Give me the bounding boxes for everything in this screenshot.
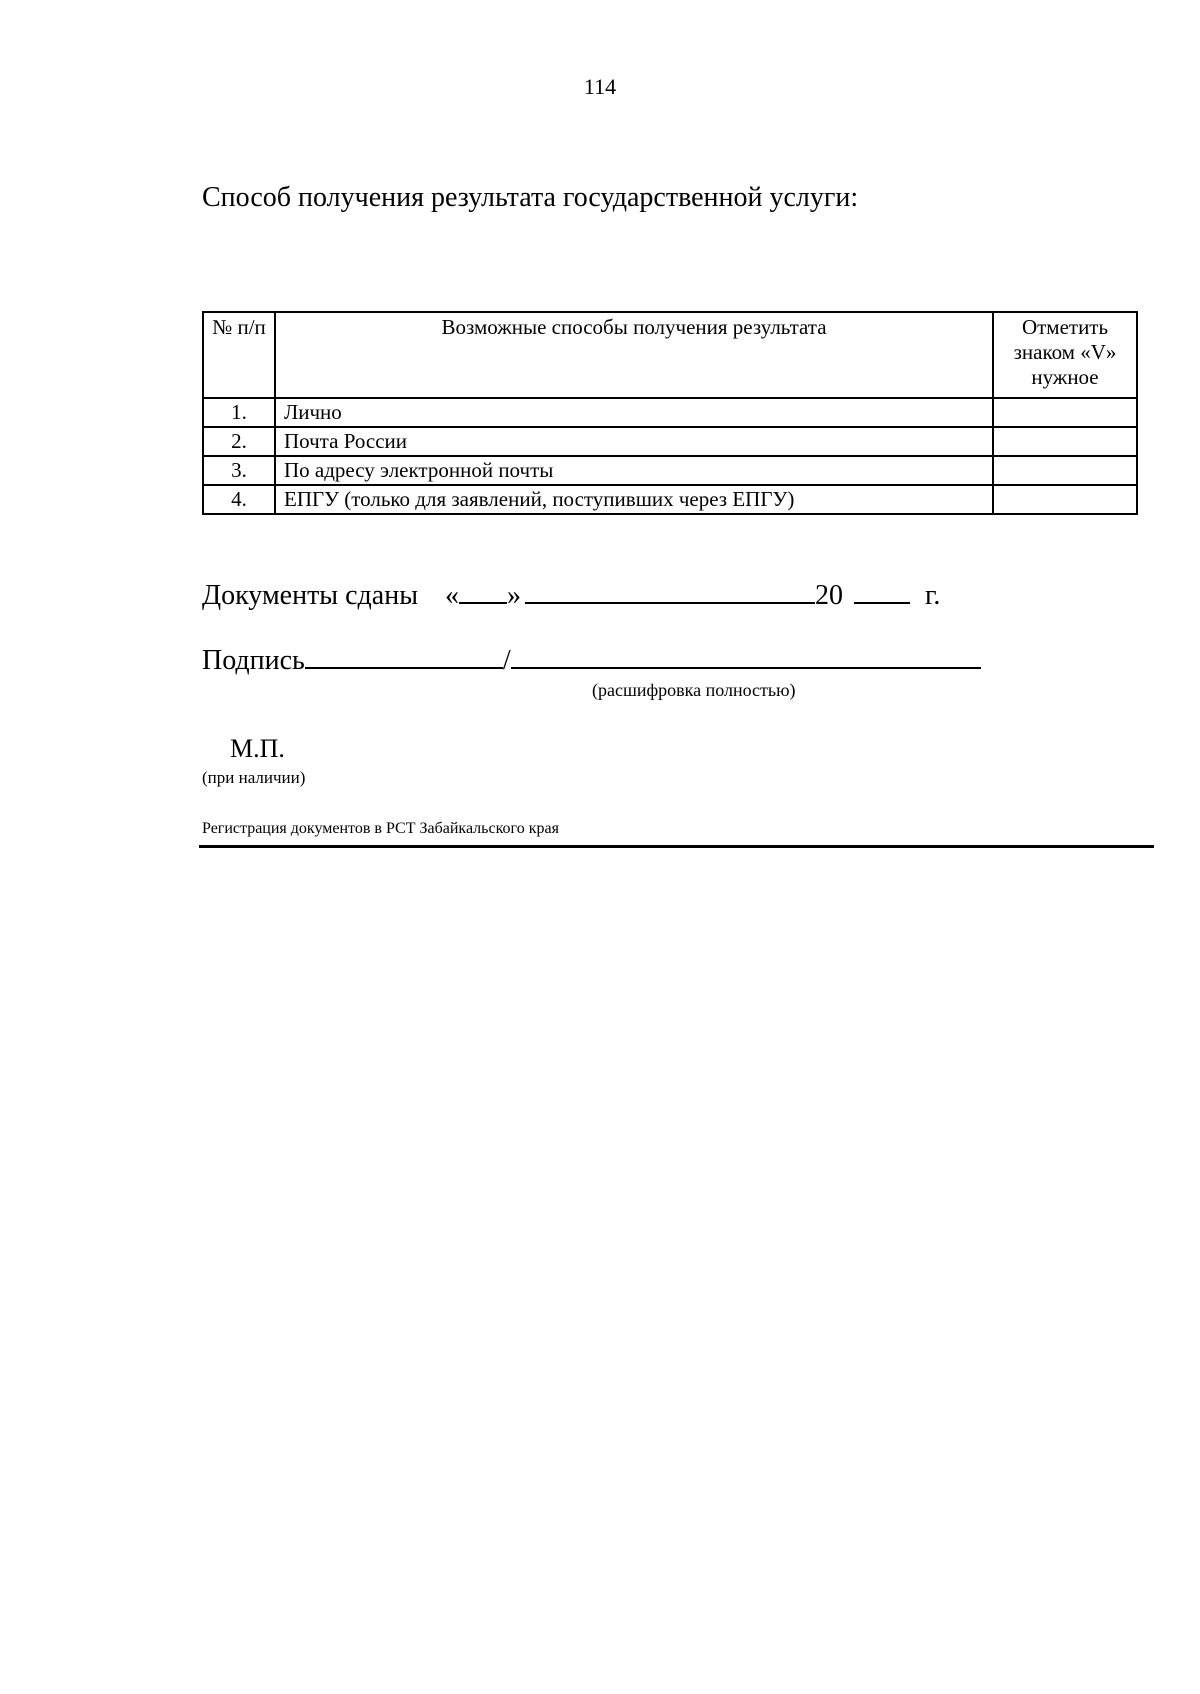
year-prefix: 20 [815,580,844,611]
year-blank[interactable] [854,601,910,604]
row-number: 2. [203,427,275,456]
seal-caption: (при наличии) [202,768,306,787]
quote-open: « [445,580,460,611]
signature-blank[interactable] [305,666,503,669]
month-blank[interactable] [525,601,815,604]
table-row [203,398,1137,427]
page-number: 114 [583,74,617,99]
documents-submitted-line [202,580,940,612]
row-method: Лично [275,398,993,427]
header-mark: Отметить знаком «V» нужное [993,312,1137,398]
header-method: Возможные способы получения результата [275,312,993,398]
mark-cell[interactable] [993,456,1137,485]
receipt-methods-table [202,311,1138,515]
table-row [203,485,1137,514]
mark-cell[interactable] [993,427,1137,456]
row-number: 1. [203,398,275,427]
table-header-row [203,312,1137,398]
day-blank[interactable] [459,601,507,604]
table-row [203,456,1137,485]
submitted-label: Документы сданы [202,580,419,611]
year-suffix: г. [925,580,941,611]
footer-text: Регистрация документов в РСТ Забайкальского края [202,820,559,837]
footer-rule [199,845,1154,848]
signature-label: Подпись [202,645,305,676]
seal-label: М.П. [230,734,285,763]
quote-close: » [507,580,522,611]
section-title: Способ получения результата государственной услуги: [202,182,859,213]
table-row [203,427,1137,456]
header-number: № п/п [203,312,275,398]
mark-cell[interactable] [993,398,1137,427]
row-method: Почта России [275,427,993,456]
mark-cell[interactable] [993,485,1137,514]
row-number: 3. [203,456,275,485]
signature-decode-blank[interactable] [511,666,981,669]
row-number: 4. [203,485,275,514]
decode-caption: (расшифровка полностью) [592,680,796,700]
signature-line [202,645,981,677]
row-method: По адресу электронной почты [275,456,993,485]
signature-separator: / [502,645,511,676]
row-method: ЕПГУ (только для заявлений, поступивших через ЕПГУ) [275,485,993,514]
